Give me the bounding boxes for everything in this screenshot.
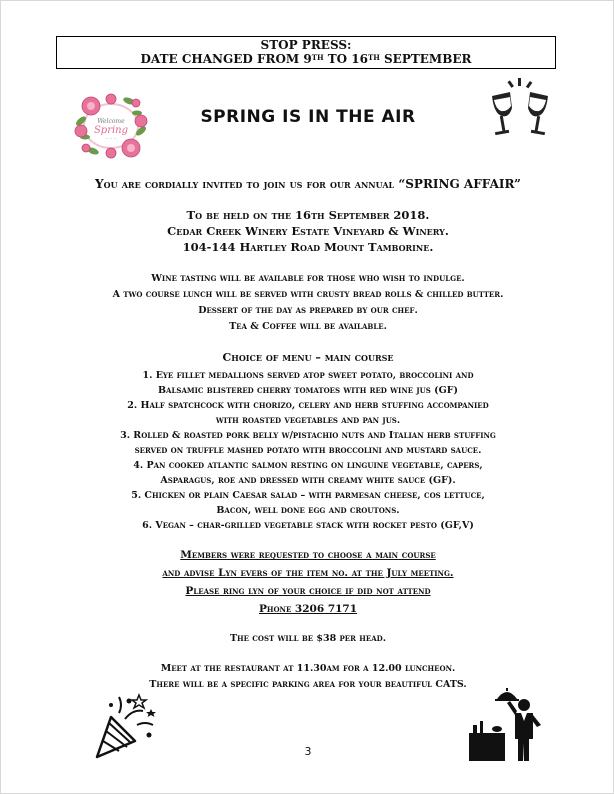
event-date: To be held on the 16th September 2018.: [186, 208, 430, 222]
invitation-line: You are cordially invited to join us for our annual “SPRING AFFAIR”: [95, 177, 521, 191]
cost-line: The cost will be $38 per head.: [229, 633, 387, 644]
meet-line: Meet at the restaurant at 11.30am for a 12.00 luncheon.: [160, 663, 456, 674]
menu-item-line: 1. Eye fillet medallions served atop sweet potato, broccolini and: [142, 370, 474, 381]
info-line: Tea & Coffee will be available.: [229, 321, 387, 332]
menu-item-line: 4. Pan cooked atlantic salmon resting on linguine vegetable, capers,: [133, 460, 483, 471]
page-title: SPRING IS IN THE AIR: [200, 107, 416, 127]
venue-address: 104-144 Hartley Road Mount Tamborine.: [182, 240, 434, 254]
menu-item-line: with roasted vegetables and pan jus.: [215, 415, 401, 426]
champagne-toast-icon: [485, 76, 555, 144]
page-number: 3: [304, 745, 312, 758]
menu-item-line: 6. Vegan – char-grilled vegetable stack with rocket pesto (GF,V): [142, 520, 474, 531]
menu-item-line: Asparagus, roe and dressed with creamy white sauce (GF).: [160, 475, 456, 486]
venue-name: Cedar Creek Winery Estate Vineyard & Winery.: [167, 224, 449, 238]
svg-text:~ ~ ~: ~ ~ ~: [105, 137, 117, 141]
svg-text:Welcome: Welcome: [97, 118, 125, 125]
members-note: Please ring lyn of your choice if did not attend: [185, 585, 431, 597]
menu-item-line: served on truffle mashed potato with broccolini and mustard sauce.: [134, 445, 482, 456]
members-note: Members were requested to choose a main course: [180, 549, 436, 561]
menu-heading: Choice of menu – main course: [222, 351, 394, 364]
info-line: Wine tasting will be available for those who wish to indulge.: [151, 273, 465, 284]
stop-press-heading: STOP PRESS:: [260, 38, 352, 52]
date-change-mid: TO 16: [323, 52, 368, 66]
phone-number: Phone 3206 7171: [258, 603, 358, 615]
menu-item-line: Balsamic blistered cherry tomatoes with red wine jus (GF): [158, 385, 458, 396]
menu-item-line: 2. Half spatchcock with chorizo, celery and herb stuffing accompanied: [127, 400, 489, 411]
date-change-sup2: TH: [368, 53, 380, 62]
date-change-sup1: TH: [311, 53, 324, 62]
info-line: Dessert of the day as prepared by our chef.: [198, 305, 418, 316]
members-note: and advise Lyn evers of the item no. at the July meeting.: [162, 567, 454, 579]
date-change-post: SEPTEMBER: [379, 52, 472, 66]
parking-line: There will be a specific parking area for your beautiful CATS.: [149, 679, 467, 690]
stop-press-box: [56, 36, 556, 69]
menu-item-line: 3. Rolled & roasted pork belly w/pistachio nuts and Italian herb stuffing: [120, 430, 496, 441]
info-line: A two course lunch will be served with crusty bread rolls & chilled butter.: [112, 289, 504, 300]
menu-item-line: Bacon, well done egg and croutons.: [216, 505, 400, 516]
date-change-notice: [57, 52, 555, 66]
date-change-pre: DATE CHANGED FROM 9: [140, 52, 312, 66]
menu-item-line: 5. Chicken or plain Caesar salad – with parmesan cheese, cos lettuce,: [131, 490, 485, 501]
svg-text:Spring: Spring: [93, 125, 129, 136]
waiter-serving-icon: [467, 687, 545, 761]
